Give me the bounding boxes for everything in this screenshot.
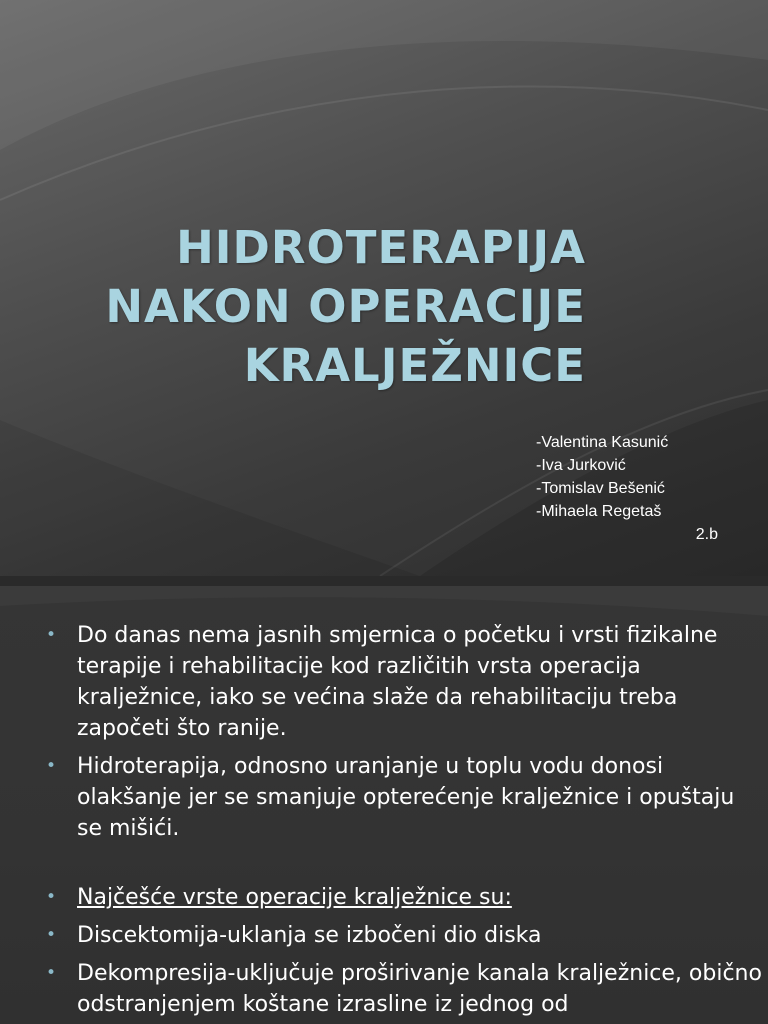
- bullet-dot-icon: •: [46, 756, 57, 776]
- bullet-text-3: Najčešće vrste operacije kralježnice su:: [77, 885, 512, 910]
- author-1: -Valentina Kasunić: [536, 434, 669, 451]
- bullet-item-1: [44, 620, 764, 744]
- bullet-dot-icon: •: [46, 887, 57, 907]
- content-slide: [0, 586, 768, 1024]
- slide-title: [105, 218, 586, 395]
- bullet-text-4: Discektomija-uklanja se izbočeni dio diska: [77, 923, 542, 948]
- bullet-text-5: Dekompresija-uključuje proširivanje kanala kralježnice, obično odstranjenjem koštane izrasline iz jednog od: [77, 961, 762, 1017]
- title-line-2: NAKON OPERACIJE: [105, 280, 586, 333]
- class-label: 2.b: [695, 526, 718, 543]
- author-3: -Tomislav Bešenić: [536, 480, 665, 497]
- bullet-text-1: Do danas nema jasnih smjernica o početku i vrsti fizikalne terapije i rehabilitacije kod različitih vrsta operacija kralježnice, iako se većina slaže da rehabilitaciju treba započeti što ranije.: [77, 623, 718, 741]
- bullet-item-4: [44, 920, 764, 951]
- author-4: -Mihaela Regetaš: [536, 503, 662, 520]
- slide-separator: [0, 576, 768, 586]
- title-line-3: KRALJEŽNICE: [243, 339, 586, 392]
- bullet-dot-icon: •: [46, 925, 57, 945]
- bullet-text-2: Hidroterapija, odnosno uranjanje u toplu vodu donosi olakšanje jer se smanjuje opterećenje kralježnice i opuštaju se mišići.: [77, 754, 735, 841]
- bullet-item-5: [44, 958, 764, 1020]
- bullet-dot-icon: •: [46, 963, 57, 983]
- bullet-dot-icon: •: [46, 625, 57, 645]
- author-2: -Iva Jurković: [536, 457, 626, 474]
- author-list: [536, 431, 718, 546]
- bullet-item-3: [44, 882, 764, 913]
- bullet-list: [44, 620, 764, 1024]
- title-line-1: HIDROTERAPIJA: [176, 221, 586, 274]
- bullet-item-2: [44, 751, 764, 844]
